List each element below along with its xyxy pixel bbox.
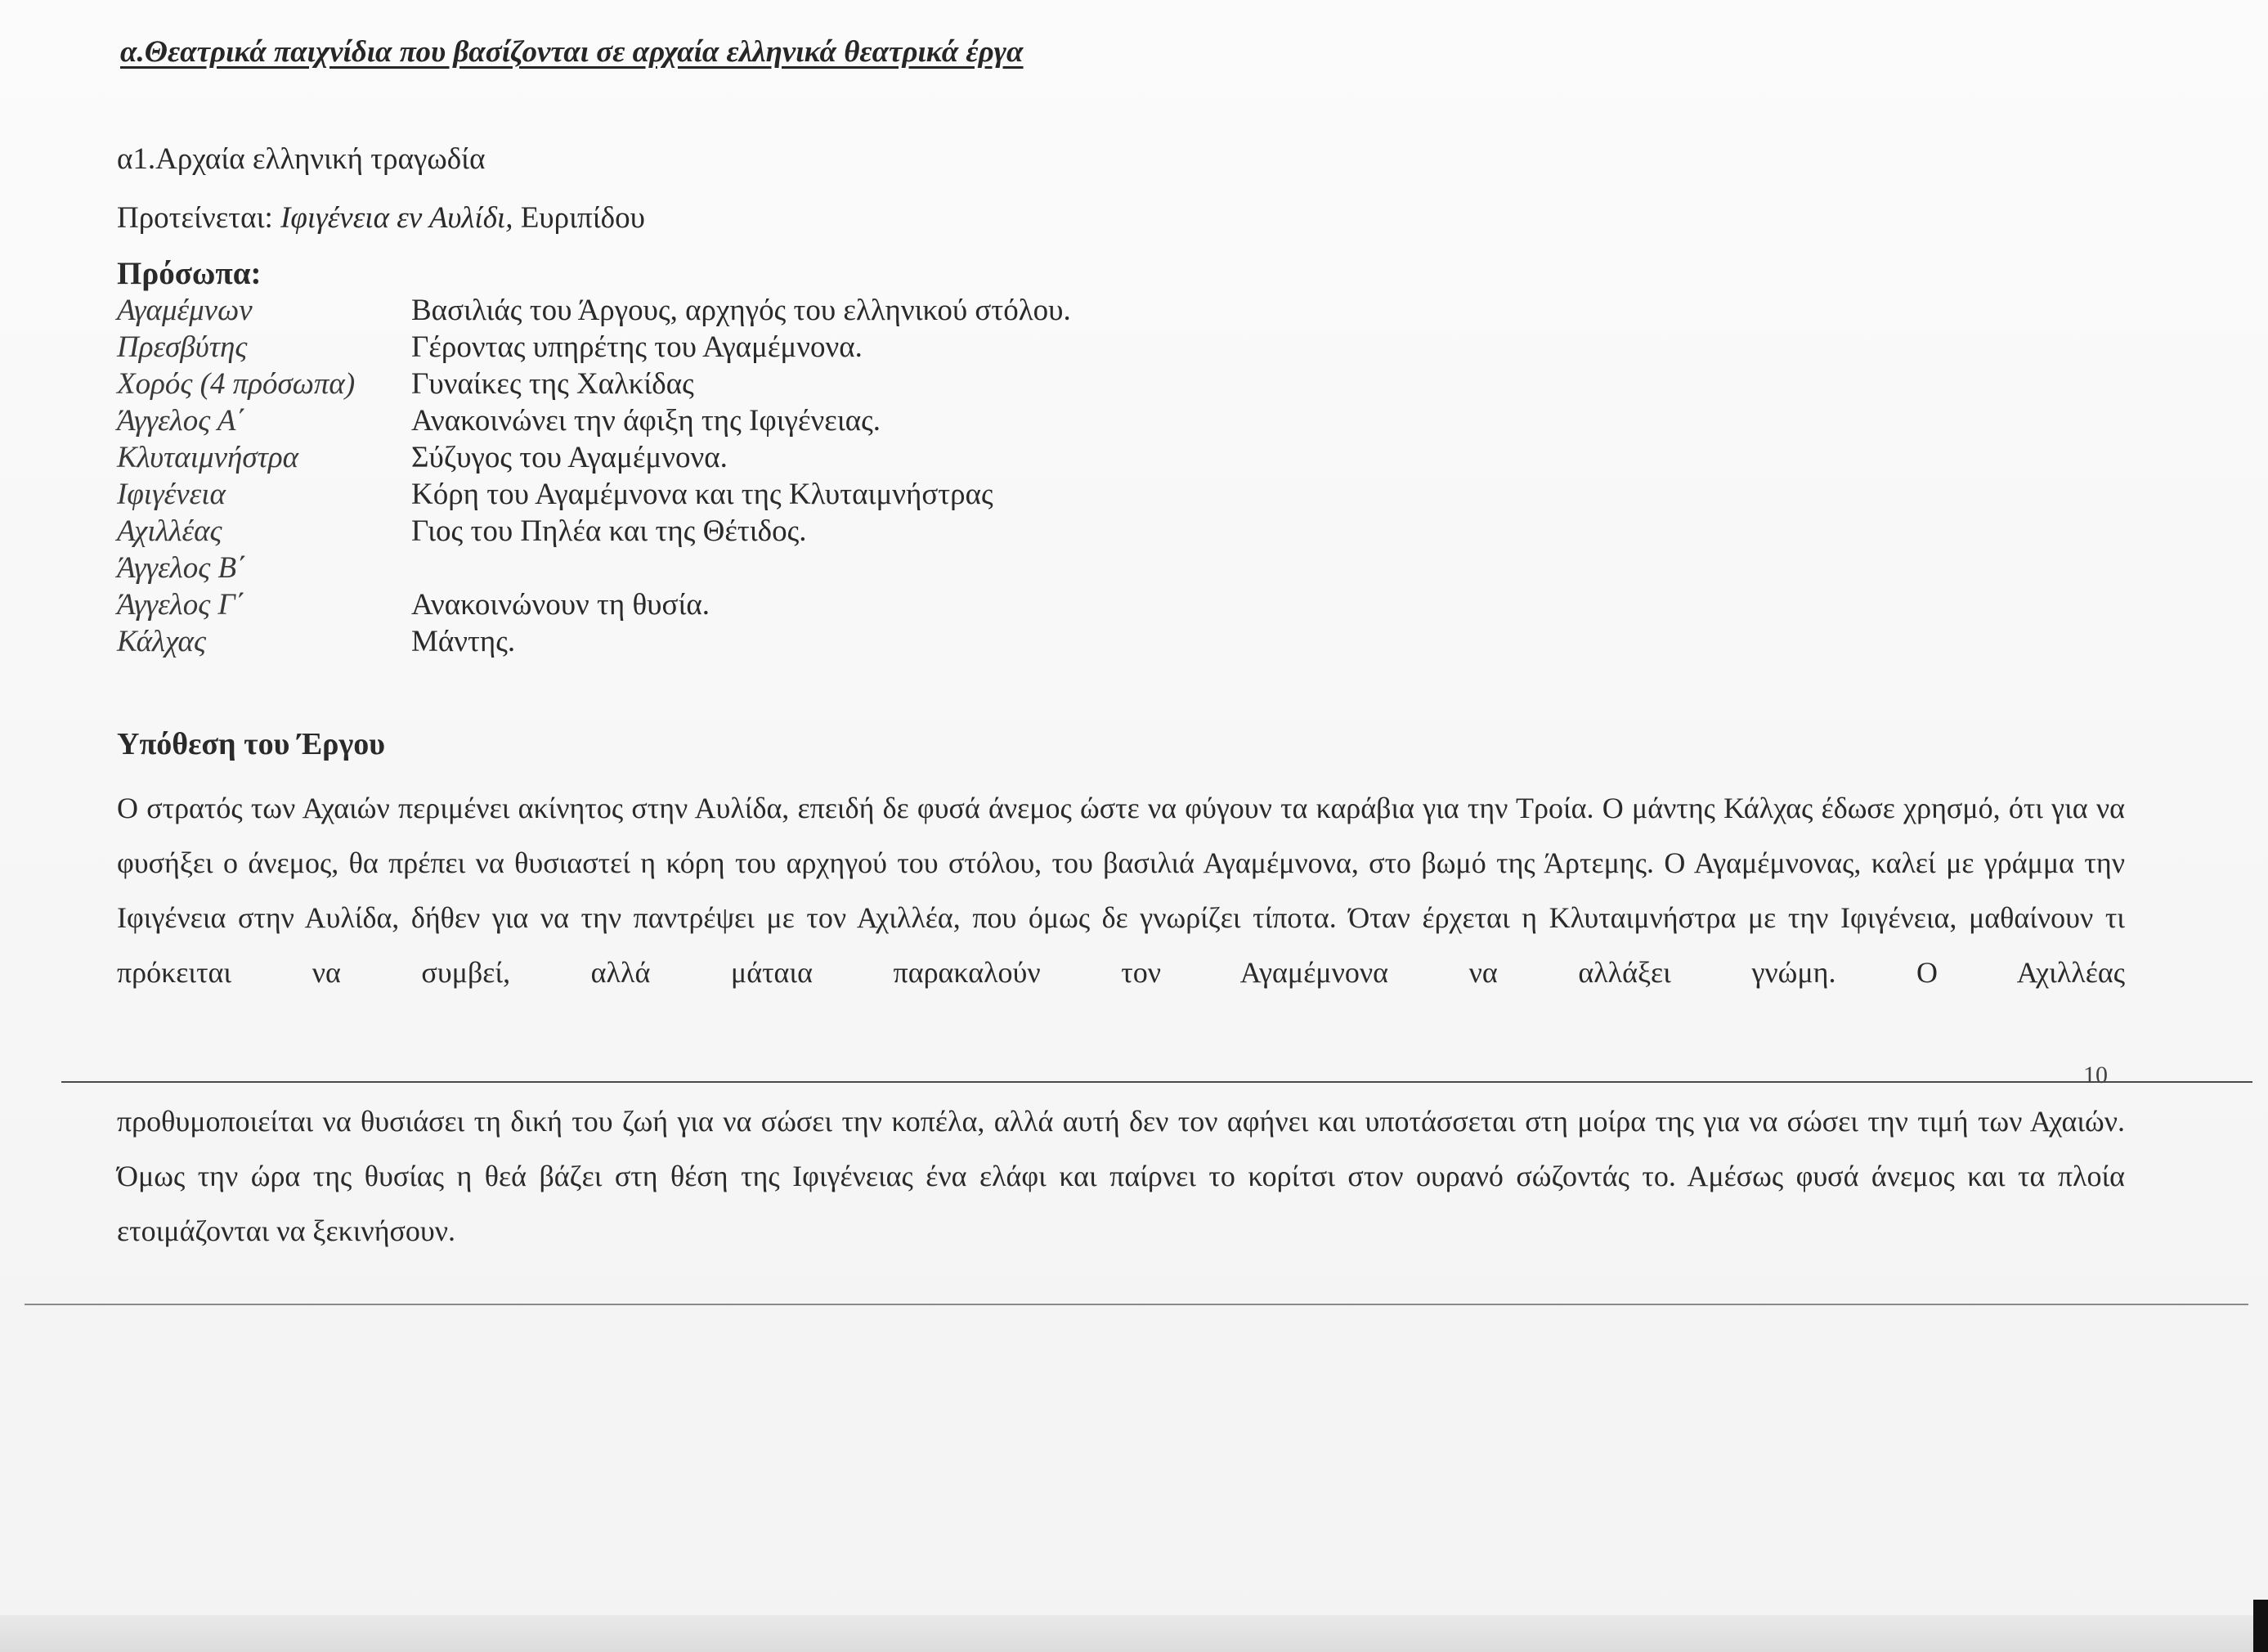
play-title: Ιφιγένεια εν Αυλίδι, [280, 201, 513, 235]
cast-row [117, 587, 1262, 624]
cast-description: Μάντης. [411, 625, 516, 658]
section-heading: α.Θεατρικά παιχνίδια που βασίζονται σε αρχαία ελληνικά θεατρικά έργα [120, 35, 1024, 69]
cast-description: Γυναίκες της Χαλκίδας [411, 367, 694, 401]
cast-row [117, 403, 1262, 440]
cast-role: Άγγελος Α΄ [117, 404, 246, 438]
cast-role: Χορός (4 πρόσωπα) [117, 367, 356, 401]
cast-description: Βασιλιάς του Άργους, αρχηγός του ελληνικού στόλου. [411, 294, 1071, 327]
proposal-label: Προτείνεται: [117, 201, 273, 235]
page-divider [61, 1081, 2252, 1083]
subsection-title: α1.Αρχαία ελληνική τραγωδία [117, 142, 486, 176]
cast-description: Γέροντας υπηρέτης του Αγαμέμνονα. [411, 330, 863, 364]
cast-description: Γιος του Πηλέα και της Θέτιδος. [411, 514, 807, 548]
cast-role: Ιφιγένεια [117, 478, 226, 511]
cast-role: Πρεσβύτης [117, 330, 248, 364]
cast-description: Κόρη του Αγαμέμνονα και της Κλυταιμνήστρας [411, 478, 993, 511]
page-number: 10 [2083, 1062, 2108, 1089]
cast-row [117, 440, 1262, 477]
cast-row [117, 293, 1262, 330]
cast-description: Ανακοινώνουν τη θυσία. [411, 588, 710, 622]
cast-list [117, 293, 1262, 661]
cast-row [117, 514, 1262, 550]
cast-role: Κάλχας [117, 625, 206, 658]
cast-role: Κλυταιμνήστρα [117, 441, 299, 474]
proposal-line [117, 200, 645, 236]
cast-row [117, 624, 1262, 661]
cast-description: Ανακοινώνει την άφιξη της Ιφιγένειας. [411, 404, 881, 438]
cast-row [117, 366, 1262, 403]
hypothesis-title: Υπόθεση του Έργου [117, 727, 386, 761]
cast-description: Σύζυγος του Αγαμέμνονα. [411, 441, 728, 474]
play-author: Ευριπίδου [520, 201, 645, 235]
cast-role: Άγγελος Β΄ [117, 551, 247, 585]
persons-title: Πρόσωπα: [117, 256, 262, 291]
scan-corner-mark [2253, 1600, 2268, 1652]
cast-row [117, 330, 1262, 366]
plot-paragraph-1: Ο στρατός των Αχαιών περιμένει ακίνητος στην Αυλίδα, επειδή δε φυσά άνεμος ώστε να φύγουν τα καράβια για την Τροία. Ο μάντης Κάλχας έδωσε χρησμό, ότι για να φυσήξει ο άνεμος, θα πρέπει να θυσιαστεί η κόρη του αρχηγού του στόλου, του βασιλιά Αγαμέμνονα, στο βωμό της Άρτεμης. Ο Αγαμέμνονας, καλεί με γράμμα την Ιφιγένεια στην Αυλίδα, δήθεν για να την παντρέψει με τον Αχιλλέα, που όμως δε γνωρίζει τίποτα. Όταν έρχεται η Κλυταιμνήστρα με την Ιφιγένεια, μαθαίνουν τι πρόκειται να συμβεί, αλλά μάταια παρακαλούν τον Αγαμέμνονα να αλλάξει γνώμη. Ο Αχιλλέας [117, 792, 2125, 989]
cast-row [117, 477, 1262, 514]
cast-role: Άγγελος Γ΄ [117, 588, 245, 622]
page-divider-bottom [25, 1304, 2248, 1305]
cast-role: Αγαμέμνων [117, 294, 253, 327]
cast-role: Αχιλλέας [117, 514, 222, 548]
scan-edge-shadow [0, 1615, 2268, 1652]
cast-row [117, 550, 1262, 587]
plot-paragraph-2: προθυμοποιείται να θυσιάσει τη δική του ζωή για να σώσει την κοπέλα, αλλά αυτή δεν τον αφήνει και υποτάσσεται στη μοίρα της για να σώσει την τιμή των Αχαιών. Όμως την ώρα της θυσίας η θεά βάζει στη θέση της Ιφιγένειας ένα ελάφι και παίρνει το κορίτσι στον ουρανό σώζοντάς το. Αμέσως φυσά άνεμος και τα πλοία ετοιμάζονται να ξεκινήσουν. [117, 1105, 2125, 1247]
